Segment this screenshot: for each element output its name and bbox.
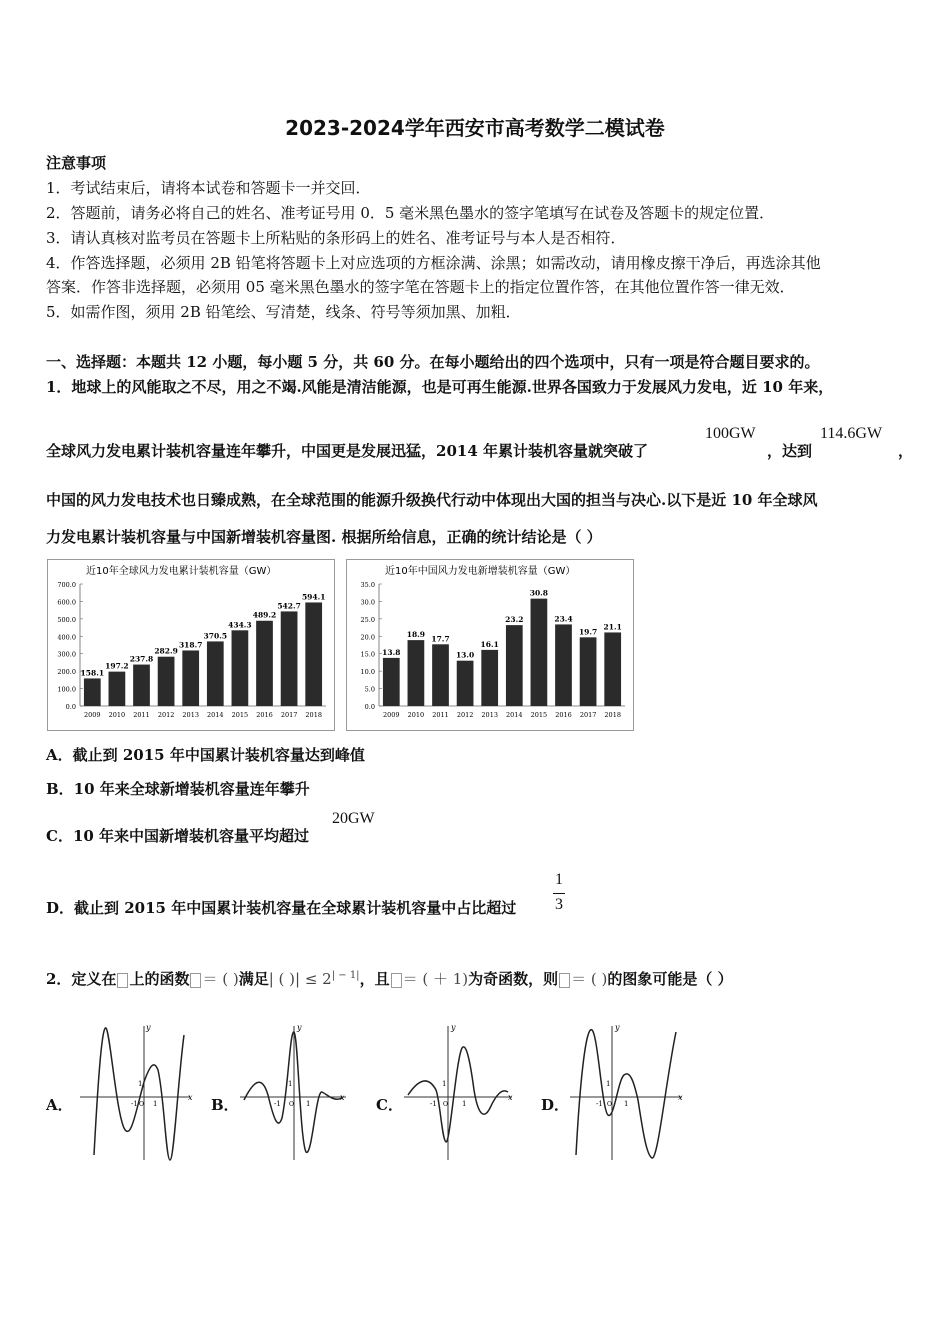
tick-neg1: -1 — [131, 1100, 138, 1108]
notice-heading: 注意事项 — [46, 154, 107, 172]
notice-item: 2．答题前，请务必将自己的姓名、准考证号用 0．5 毫米黑色墨水的签字笔填写在试卷及答题卡的规定位置． — [46, 204, 775, 222]
fraction-denominator: 3 — [555, 896, 563, 913]
origin-label: O — [607, 1101, 612, 1108]
bar-2018 — [604, 632, 621, 706]
q1-option-d: D．截止到 2015 年中国累计装机容量在全球累计装机容量中占比超过 — [46, 899, 517, 917]
q1-line1: 1．地球上的风能取之不尽，用之不竭.风能是清洁能源，也是可再生能源.世界各国致力于发展风力发电，近 10 年来， — [46, 378, 834, 396]
chart-global-cumulative — [47, 559, 335, 731]
x-tick-label: 2013 — [182, 711, 199, 719]
y-tick-label: 20.0 — [360, 633, 375, 642]
y-label: y — [615, 1023, 620, 1032]
bar-value-label: 434.3 — [228, 620, 252, 630]
q1-option-c-value: 20GW — [332, 810, 375, 827]
curve — [244, 1032, 342, 1152]
y-tick-label: 25.0 — [360, 615, 375, 624]
chart-title: 近10年全球风力发电累计装机容量（GW） — [86, 566, 277, 577]
bar-value-label: 13.0 — [455, 650, 475, 660]
bar-value-label: 23.4 — [554, 614, 573, 624]
y-label: y — [297, 1023, 302, 1032]
x-label: x — [508, 1093, 513, 1102]
tick-one: 1 — [624, 1100, 629, 1108]
x-tick-label: 2010 — [407, 711, 425, 719]
bar-2013 — [182, 650, 199, 706]
x-tick-label: 2018 — [604, 711, 621, 719]
graph-option-c — [400, 1020, 520, 1165]
graph-option-a-label: A． — [46, 1096, 73, 1114]
x-tick-label: 2012 — [456, 711, 474, 719]
bar-value-label: 237.8 — [129, 654, 154, 664]
q1-value-100gw: 100GW — [705, 425, 756, 442]
bar-2017 — [580, 637, 597, 706]
bar-2013 — [481, 650, 498, 706]
bar-2012 — [457, 661, 474, 706]
placeholder-symbol — [117, 973, 128, 988]
bar-2011 — [432, 644, 449, 706]
bar-value-label: 542.7 — [277, 601, 301, 611]
y-tick-label: 700.0 — [57, 581, 76, 589]
notice-item: 3．请认真核对监考员在答题卡上所粘贴的条形码上的姓名、准考证号与本人是否相符． — [46, 229, 626, 247]
placeholder-symbol — [559, 973, 570, 988]
notice-item: 答案．作答非选择题，必须用 05 毫米黑色墨水的签字笔在答题卡上的指定位置作答，在其他位置作答一律无效． — [46, 278, 795, 296]
bar-2015 — [232, 630, 249, 706]
bar-value-label: 30.8 — [529, 588, 549, 598]
placeholder-symbol — [391, 973, 402, 988]
origin-label: O — [139, 1101, 144, 1108]
notice-item: 5．如需作图，须用 2B 铅笔绘、写清楚，线条、符号等须加黑、加粗． — [46, 303, 521, 321]
x-tick-label: 2013 — [481, 711, 498, 719]
q1-line2-mid: ，达到 — [767, 442, 813, 460]
q1-option-b: B．10 年来全球新增装机容量连年攀升 — [46, 780, 310, 798]
notice-item: 1．考试结束后，请将本试卷和答题卡一并交回． — [46, 179, 371, 197]
graph-option-a — [76, 1020, 196, 1165]
section-heading: 一、选择题：本题共 12 小题，每小题 5 分，共 60 分。在每小题给出的四个选项中，只有一项是符合题目要求的。 — [46, 353, 820, 371]
bar-2016 — [555, 624, 572, 706]
q1-option-c: C．10 年来中国新增装机容量平均超过 — [46, 827, 310, 845]
x-label: x — [678, 1093, 683, 1102]
y-tick-label: 35.0 — [360, 581, 375, 589]
x-tick-label: 2014 — [207, 711, 224, 719]
bar-value-label: 197.2 — [105, 661, 129, 671]
y-tick-label: 300.0 — [57, 650, 76, 659]
y-tick-label: 600.0 — [57, 598, 76, 607]
bar-value-label: 19.7 — [578, 627, 598, 637]
tick-y-one: 1 — [288, 1080, 293, 1088]
tick-neg1: -1 — [274, 1100, 281, 1108]
y-tick-label: 15.0 — [360, 650, 375, 659]
y-tick-label: 400.0 — [57, 633, 76, 642]
origin-label: O — [289, 1101, 294, 1108]
x-tick-label: 2012 — [157, 711, 175, 719]
y-tick-label: 10.0 — [360, 668, 375, 677]
tick-one: 1 — [153, 1100, 158, 1108]
q1-value-114gw: 114.6GW — [820, 425, 883, 442]
q1-line3: 中国的风力发电技术也日臻成熟，在全球范围的能源升级换代行动中体现出大国的担当与决心.以下是近 10 年全球风 — [46, 491, 818, 509]
chart-china-new — [346, 559, 634, 731]
bar-value-label: 23.2 — [505, 615, 524, 625]
x-tick-label: 2014 — [506, 711, 523, 719]
chart-title: 近10年中国风力发电新增装机容量（GW） — [385, 566, 576, 577]
x-label: x — [340, 1093, 345, 1102]
bar-value-label: 158.1 — [80, 668, 105, 678]
tick-neg1: -1 — [596, 1100, 603, 1108]
curve — [408, 1047, 508, 1142]
bar-2012 — [158, 657, 175, 706]
curve — [576, 1030, 676, 1158]
chart-global-svg — [48, 560, 334, 730]
x-tick-label: 2018 — [305, 711, 322, 719]
y-label: y — [451, 1023, 456, 1032]
bar-2014 — [207, 641, 224, 706]
q1-option-a: A．截止到 2015 年中国累计装机容量达到峰值 — [46, 746, 365, 764]
x-tick-label: 2017 — [579, 711, 597, 719]
bar-2017 — [281, 611, 298, 706]
bar-2015 — [531, 599, 548, 706]
y-label: y — [146, 1023, 151, 1032]
bar-value-label: 318.7 — [178, 640, 203, 650]
bar-2016 — [256, 621, 273, 706]
tick-one: 1 — [306, 1100, 311, 1108]
y-tick-label: 0.0 — [65, 703, 76, 711]
y-tick-label: 0.0 — [364, 703, 375, 711]
x-tick-label: 2016 — [256, 711, 273, 719]
y-tick-label: 500.0 — [57, 615, 76, 624]
bar-value-label: 489.2 — [252, 610, 277, 620]
x-label: x — [188, 1093, 193, 1102]
tick-neg1: -1 — [430, 1100, 437, 1108]
bar-value-label: 17.7 — [431, 634, 450, 644]
q2-stem: 2．定义在 上的函数 ＝ ( )满足| ( )| ≤ $2^{| - 1|}$，且 ＝ ( ＋ 1)为奇函数，则 ＝ ( )的图象可能是（ ） — [46, 970, 733, 988]
tick-one: 1 — [462, 1100, 467, 1108]
x-tick-label: 2011 — [432, 711, 449, 719]
x-tick-label: 2009 — [383, 711, 400, 719]
origin-label: O — [443, 1101, 448, 1108]
graph-option-c-label: C． — [376, 1096, 403, 1114]
bar-value-label: 21.1 — [603, 622, 622, 632]
x-tick-label: 2015 — [530, 711, 548, 719]
bar-value-label: 282.9 — [154, 646, 178, 656]
tick-y-one: 1 — [442, 1080, 447, 1088]
bar-value-label: 370.5 — [203, 631, 228, 641]
x-tick-label: 2011 — [133, 711, 150, 719]
bar-2009 — [383, 658, 400, 706]
tick-y-one: 1 — [138, 1080, 143, 1088]
bar-2014 — [506, 625, 523, 706]
bar-2010 — [408, 640, 425, 706]
y-tick-label: 100.0 — [57, 685, 76, 694]
graph-option-b-label: B． — [211, 1096, 239, 1114]
graph-option-b — [236, 1020, 356, 1165]
bar-value-label: 16.1 — [480, 639, 499, 649]
bar-value-label: 13.8 — [382, 647, 401, 657]
y-tick-label: 200.0 — [57, 668, 76, 677]
bar-2009 — [84, 678, 101, 706]
y-tick-label: 30.0 — [360, 598, 375, 607]
notice-item: 4．作答选择题，必须用 2B 铅笔将答题卡上对应选项的方框涂满、涂黑；如需改动，请用橡皮擦干净后，再选涂其他 — [46, 254, 821, 272]
q1-line2: 全球风力发电累计装机容量连年攀升，中国更是发展迅猛，2014 年累计装机容量就突破了 — [46, 442, 648, 460]
bar-2018 — [305, 602, 322, 706]
fraction-bar — [553, 893, 565, 894]
x-tick-label: 2016 — [555, 711, 572, 719]
x-tick-label: 2009 — [84, 711, 101, 719]
bar-value-label: 594.1 — [301, 592, 326, 602]
page-title: 2023-2024学年西安市高考数学二模试卷 — [285, 116, 665, 140]
graph-option-d-label: D． — [541, 1096, 570, 1114]
x-tick-label: 2015 — [231, 711, 249, 719]
x-tick-label: 2017 — [280, 711, 298, 719]
graph-option-d — [566, 1020, 686, 1165]
q1-line4: 力发电累计装机容量与中国新增装机容量图. 根据所给信息，正确的统计结论是（ ） — [46, 528, 602, 546]
tick-y-one: 1 — [606, 1080, 611, 1088]
bar-value-label: 18.9 — [406, 630, 426, 640]
fraction-numerator: 1 — [555, 871, 563, 888]
curve — [94, 1028, 184, 1160]
placeholder-symbol — [190, 973, 201, 988]
y-tick-label: 5.0 — [364, 685, 375, 694]
x-tick-label: 2010 — [108, 711, 126, 719]
bar-2010 — [109, 672, 126, 706]
bar-2011 — [133, 665, 150, 706]
chart-china-svg — [347, 560, 633, 730]
q1-line2-end: ， — [898, 442, 914, 460]
